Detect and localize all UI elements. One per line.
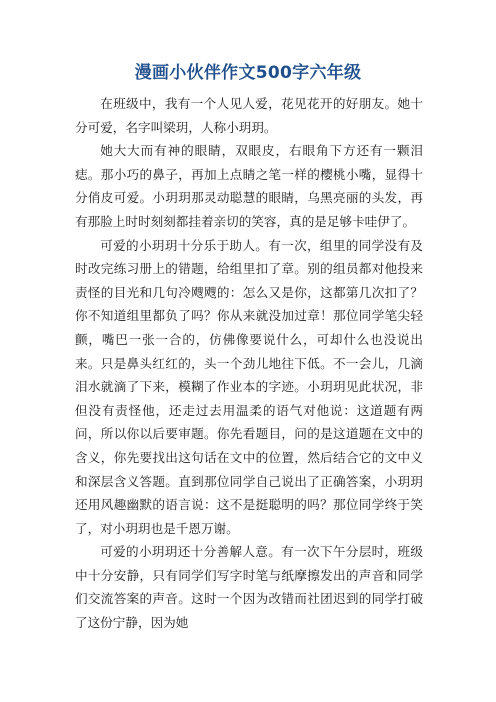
paragraph-considerate: 可爱的小玥玥还十分善解人意。有一次下午分层时，班级中十分安静，只有同学们写字时笔与纸摩擦发出的声音和同学们交流答案的声音。这时一个因为改错而社团迟到的同学打破了这份宁静，因为她	[75, 544, 423, 631]
paragraph-intro: 在班级中，我有一个人见人爱，花见花开的好朋友。她十分可爱，名字叫梁玥，人称小玥玥。	[75, 96, 423, 135]
paragraph-appearance: 她大大而有神的眼睛，双眼皮，右眼角下方还有一颗泪痣。那小巧的鼻子，再加上点睛之笔一样的樱桃小嘴，显得十分俏皮可爱。小玥玥那灵动聪慧的眼睛，乌黑亮丽的头发，再有那脸上时时刻刻都挂着亲切的笑容，真的是足够卡哇伊了。	[75, 143, 423, 229]
document-title: 漫画小伙伴作文500字六年级	[134, 63, 362, 83]
paragraph-helpful: 可爱的小玥玥十分乐于助人。有一次，组里的同学没有及时改完练习册上的错题，给组里扣了章。别的组员都对他投来责怪的目光和几句冷飕飕的：怎么又是你，这都第几次扣了？你不知道组里都负了吗？你从来就没加过章！那位同学笔尖轻颤，嘴巴一张一合的，仿佛像要说什么，可却什么也没说出来。只是鼻头红红的，头一个劲儿地往下低。不一会儿，几滴泪水就滴了下来，模糊了作业本的字迹。小玥玥见此状况，非但没有责怪他，还走过去用温柔的语气对他说：这道题有两问，所以你以后要审题。你先看题目，问的是这道题在文中的含义，你先要找出这句话在文中的位置，然后结合它的文中义和深层含义答题。直到那位同学自己说出了正确答案，小玥玥还用风趣幽默的语言说：这不是挺聪明的吗？那位同学终于笑了，对小玥玥也是千恩万谢。	[75, 237, 423, 536]
document-body	[75, 92, 423, 635]
